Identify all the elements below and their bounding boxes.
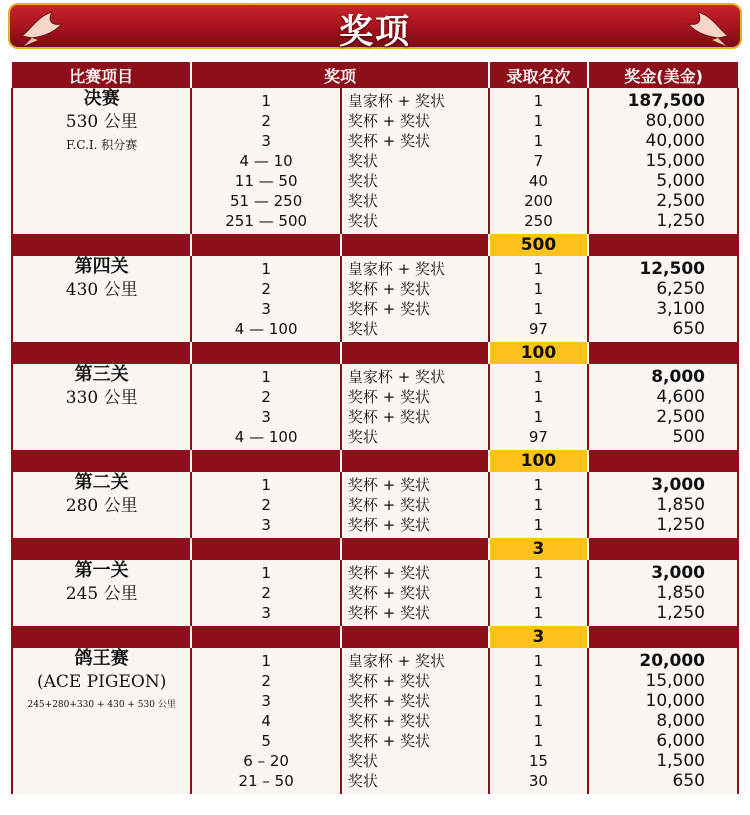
prize-cell xyxy=(341,472,489,538)
prize-value: 奖杯 + 奖状 xyxy=(347,584,431,602)
prize-block-row xyxy=(12,88,738,234)
prize-cell xyxy=(341,364,489,450)
money-value: 500 xyxy=(672,427,705,447)
event-name-line: 决赛 xyxy=(83,88,120,109)
count-value: 1 xyxy=(533,712,544,730)
total-count-cell: 100 xyxy=(489,342,589,364)
separator-cell xyxy=(341,538,489,560)
event-cell xyxy=(12,472,191,538)
separator-cell xyxy=(588,234,738,256)
prize-value: 奖杯 + 奖状 xyxy=(347,280,431,298)
prize-value: 奖杯 + 奖状 xyxy=(347,408,431,426)
separator-row xyxy=(12,538,738,560)
prize-cell xyxy=(341,560,489,626)
rank-value: 1 xyxy=(261,476,271,494)
rank-value: 11 — 50 xyxy=(234,172,298,190)
separator-cell xyxy=(191,538,341,560)
money-value: 6,000 xyxy=(656,731,705,751)
prize-value: 奖杯 + 奖状 xyxy=(347,712,431,730)
rank-value: 6 – 20 xyxy=(243,752,289,770)
event-name-line: 245+280+330 + 430 + 530 公里 xyxy=(27,700,176,710)
prize-value: 奖杯 + 奖状 xyxy=(347,692,431,710)
prize-value: 奖状 xyxy=(347,212,378,230)
rank-value: 1 xyxy=(261,652,271,670)
money-value: 1,250 xyxy=(656,211,705,231)
header-money: 奖金(美金) xyxy=(588,62,738,88)
count-value: 1 xyxy=(533,692,544,710)
header-row xyxy=(12,62,738,88)
money-value: 8,000 xyxy=(651,367,705,387)
separator-cell xyxy=(191,626,341,648)
prize-value: 奖状 xyxy=(347,428,378,446)
money-value: 3,000 xyxy=(651,563,705,583)
prize-value: 奖杯 + 奖状 xyxy=(347,604,431,622)
count-value: 1 xyxy=(533,732,544,750)
prize-value: 皇家杯 + 奖状 xyxy=(347,368,446,386)
rank-value: 4 — 100 xyxy=(234,320,298,338)
rank-cell xyxy=(191,364,341,450)
count-value: 1 xyxy=(533,408,544,426)
rank-value: 4 — 100 xyxy=(234,428,298,446)
money-value: 6,250 xyxy=(656,279,705,299)
event-name-line: F.C.I. 积分赛 xyxy=(66,138,138,152)
separator-cell xyxy=(12,234,191,256)
rank-value: 3 xyxy=(261,300,271,318)
money-value: 1,500 xyxy=(656,751,705,771)
separator-row xyxy=(12,626,738,648)
count-value: 7 xyxy=(533,152,544,170)
money-value: 3,000 xyxy=(651,475,705,495)
count-value: 40 xyxy=(528,172,548,190)
count-value: 1 xyxy=(533,652,544,670)
rank-cell xyxy=(191,648,341,794)
event-name-line: 第一关 xyxy=(74,560,129,581)
dove-icon xyxy=(682,6,732,48)
rank-cell xyxy=(191,560,341,626)
total-count-cell: 3 xyxy=(489,626,589,648)
count-cell xyxy=(489,648,589,794)
prize-value: 奖杯 + 奖状 xyxy=(347,672,431,690)
count-value: 97 xyxy=(528,320,548,338)
count-value: 1 xyxy=(533,132,544,150)
count-value: 15 xyxy=(528,752,548,770)
money-value: 3,100 xyxy=(656,299,705,319)
rank-value: 1 xyxy=(261,564,271,582)
separator-row xyxy=(12,450,738,472)
total-count-cell: 500 xyxy=(489,234,589,256)
separator-cell xyxy=(588,538,738,560)
count-value: 1 xyxy=(533,496,544,514)
count-value: 1 xyxy=(533,112,544,130)
money-value: 5,000 xyxy=(656,171,705,191)
prize-value: 奖状 xyxy=(347,752,378,770)
prize-cell xyxy=(341,88,489,234)
money-value: 1,850 xyxy=(656,583,705,603)
event-name-line: 第四关 xyxy=(74,256,129,277)
prize-value: 奖杯 + 奖状 xyxy=(347,388,431,406)
event-name-line: 第二关 xyxy=(74,472,129,493)
money-value: 650 xyxy=(672,319,705,339)
count-value: 200 xyxy=(524,192,553,210)
total-count-cell: 100 xyxy=(489,450,589,472)
money-value: 15,000 xyxy=(645,671,705,691)
money-value: 20,000 xyxy=(639,651,705,671)
rank-cell xyxy=(191,88,341,234)
rank-value: 3 xyxy=(261,408,271,426)
money-value: 650 xyxy=(672,771,705,791)
prize-block-row xyxy=(12,256,738,342)
count-cell xyxy=(489,364,589,450)
event-name-line: 第三关 xyxy=(74,364,129,385)
prize-value: 奖杯 + 奖状 xyxy=(347,476,431,494)
rank-value: 21 – 50 xyxy=(238,772,294,790)
rank-cell xyxy=(191,256,341,342)
count-value: 1 xyxy=(533,476,544,494)
page-title: 奖项 xyxy=(339,12,411,52)
money-value: 10,000 xyxy=(645,691,705,711)
event-name-line: 330 公里 xyxy=(65,388,138,408)
event-cell xyxy=(12,88,191,234)
money-value: 2,500 xyxy=(656,407,705,427)
prize-value: 皇家杯 + 奖状 xyxy=(347,260,446,278)
count-value: 1 xyxy=(533,516,544,534)
rank-value: 2 xyxy=(261,584,271,602)
prize-value: 奖杯 + 奖状 xyxy=(347,496,431,514)
count-value: 1 xyxy=(533,672,544,690)
separator-cell xyxy=(191,234,341,256)
rank-value: 5 xyxy=(261,732,271,750)
money-cell xyxy=(588,364,738,450)
money-value: 15,000 xyxy=(645,151,705,171)
separator-cell xyxy=(341,626,489,648)
count-value: 1 xyxy=(533,260,544,278)
count-value: 1 xyxy=(533,564,544,582)
rank-value: 51 — 250 xyxy=(230,192,303,210)
event-name-line: 鸽王赛 xyxy=(74,648,129,669)
separator-cell xyxy=(191,342,341,364)
separator-cell xyxy=(341,450,489,472)
count-value: 1 xyxy=(533,300,544,318)
money-value: 40,000 xyxy=(645,131,705,151)
rank-value: 3 xyxy=(261,516,271,534)
title-banner xyxy=(0,0,750,58)
count-cell xyxy=(489,472,589,538)
count-value: 1 xyxy=(533,280,544,298)
header-award: 奖项 xyxy=(191,62,488,88)
count-value: 1 xyxy=(533,92,544,110)
money-value: 1,850 xyxy=(656,495,705,515)
count-cell xyxy=(489,88,589,234)
event-cell xyxy=(12,560,191,626)
prize-value: 奖杯 + 奖状 xyxy=(347,564,431,582)
prize-block-row xyxy=(12,648,738,794)
separator-cell xyxy=(588,342,738,364)
separator-row xyxy=(12,234,738,256)
rank-value: 2 xyxy=(261,388,271,406)
separator-cell xyxy=(588,450,738,472)
separator-cell xyxy=(12,450,191,472)
prize-value: 奖杯 + 奖状 xyxy=(347,516,431,534)
event-cell xyxy=(12,648,191,794)
money-value: 1,250 xyxy=(656,515,705,535)
prize-cell xyxy=(341,256,489,342)
money-cell xyxy=(588,560,738,626)
prize-block-row xyxy=(12,560,738,626)
prize-table xyxy=(11,62,739,794)
prize-value: 奖杯 + 奖状 xyxy=(347,300,431,318)
money-value: 4,600 xyxy=(656,387,705,407)
money-value: 187,500 xyxy=(627,91,705,111)
money-value: 1,250 xyxy=(656,603,705,623)
prize-value: 奖杯 + 奖状 xyxy=(347,732,431,750)
rank-value: 1 xyxy=(261,260,271,278)
prize-value: 奖状 xyxy=(347,152,378,170)
event-name-line: 430 公里 xyxy=(65,280,138,300)
rank-value: 2 xyxy=(261,280,271,298)
rank-value: 251 — 500 xyxy=(225,212,308,230)
prize-value: 皇家杯 + 奖状 xyxy=(347,652,446,670)
total-count-cell: 3 xyxy=(489,538,589,560)
prize-value: 皇家杯 + 奖状 xyxy=(347,92,446,110)
event-name-line: 245 公里 xyxy=(65,584,138,604)
event-name-line: 530 公里 xyxy=(65,112,138,132)
rank-value: 4 — 10 xyxy=(239,152,293,170)
separator-cell xyxy=(341,342,489,364)
separator-cell xyxy=(341,234,489,256)
money-cell xyxy=(588,88,738,234)
event-name-line: (ACE PIGEON) xyxy=(37,672,167,692)
count-cell xyxy=(489,256,589,342)
event-cell xyxy=(12,364,191,450)
count-cell xyxy=(489,560,589,626)
separator-cell xyxy=(12,342,191,364)
prize-value: 奖杯 + 奖状 xyxy=(347,112,431,130)
rank-value: 2 xyxy=(261,672,271,690)
separator-row xyxy=(12,342,738,364)
rank-value: 2 xyxy=(261,112,271,130)
money-cell xyxy=(588,472,738,538)
prize-cell xyxy=(341,648,489,794)
prize-value: 奖状 xyxy=(347,772,378,790)
event-name-line: 280 公里 xyxy=(65,496,138,516)
count-value: 1 xyxy=(533,584,544,602)
prize-value: 奖状 xyxy=(347,172,378,190)
money-value: 80,000 xyxy=(645,111,705,131)
header-event: 比赛项目 xyxy=(12,62,191,88)
separator-cell xyxy=(191,450,341,472)
money-cell xyxy=(588,648,738,794)
count-value: 1 xyxy=(533,388,544,406)
rank-value: 3 xyxy=(261,692,271,710)
separator-cell xyxy=(12,626,191,648)
prize-value: 奖状 xyxy=(347,192,378,210)
rank-value: 3 xyxy=(261,604,271,622)
separator-cell xyxy=(588,626,738,648)
count-value: 97 xyxy=(528,428,548,446)
count-value: 1 xyxy=(533,604,544,622)
rank-value: 1 xyxy=(261,92,271,110)
rank-cell xyxy=(191,472,341,538)
rank-value: 4 xyxy=(261,712,271,730)
rank-value: 2 xyxy=(261,496,271,514)
rank-value: 1 xyxy=(261,368,271,386)
separator-cell xyxy=(12,538,191,560)
event-cell xyxy=(12,256,191,342)
count-value: 1 xyxy=(533,368,544,386)
prize-block-row xyxy=(12,364,738,450)
money-value: 12,500 xyxy=(639,259,705,279)
count-value: 30 xyxy=(528,772,548,790)
prize-value: 奖杯 + 奖状 xyxy=(347,132,431,150)
money-cell xyxy=(588,256,738,342)
rank-value: 3 xyxy=(261,132,271,150)
prize-value: 奖状 xyxy=(347,320,378,338)
header-count: 录取名次 xyxy=(489,62,589,88)
money-value: 2,500 xyxy=(656,191,705,211)
prize-block-row xyxy=(12,472,738,538)
count-value: 250 xyxy=(524,212,553,230)
money-value: 8,000 xyxy=(656,711,705,731)
